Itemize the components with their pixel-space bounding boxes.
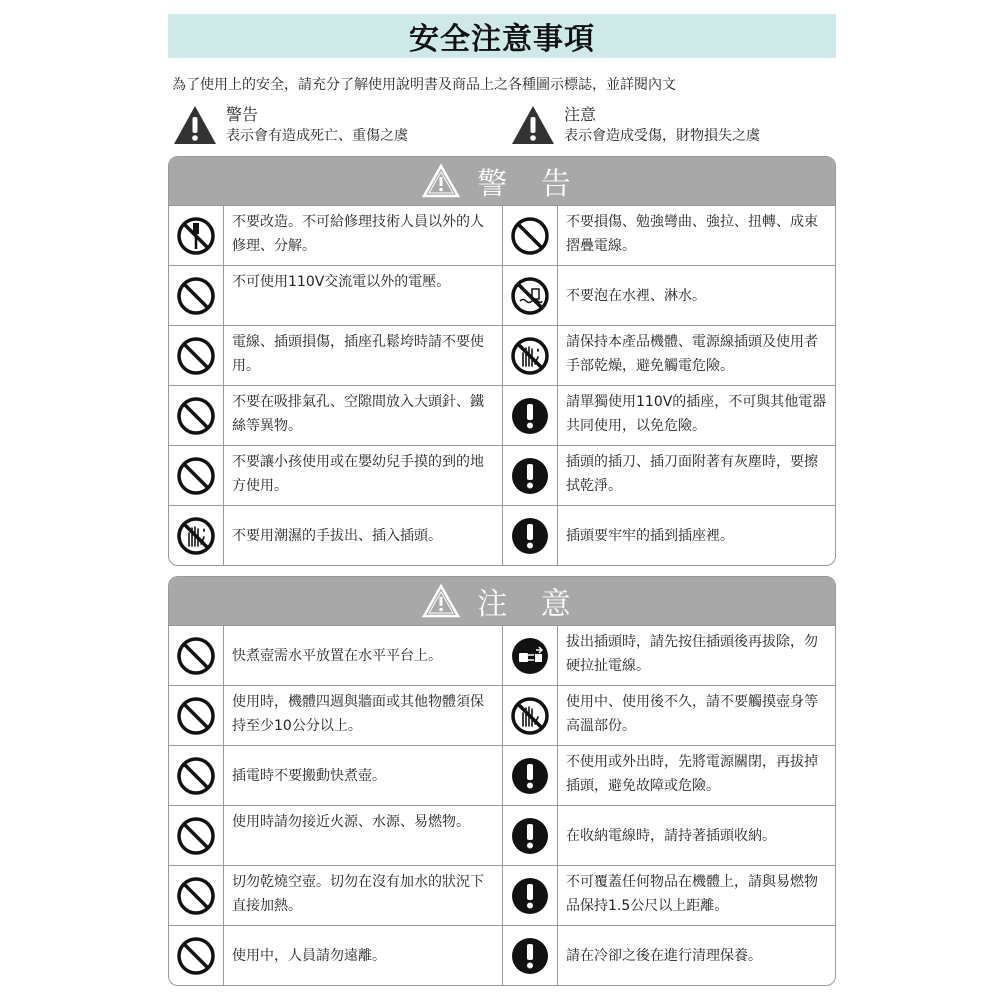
item-text-cell [224,926,392,985]
icon-cell [503,326,558,385]
caution-section-title: 注 意 [477,587,583,622]
item-text-cell [558,806,782,865]
icon-cell [503,626,558,685]
caution-item-left [169,685,502,745]
item-text: 不要改造。不可給修理技術人員以外的人修理、分解。 [232,214,484,254]
item-text: 使用中、使用後不久，請不要觸摸壺身等高溫部份。 [566,694,818,734]
caution-item-left [169,745,502,805]
item-text-cell [224,746,392,805]
caution-item-left [169,925,502,985]
item-text: 使用時請勿接近火源、水源、易燃物。 [232,814,470,830]
prohibited-icon [176,396,216,436]
item-text-cell [558,626,835,685]
warning-item-right [502,205,835,265]
prohibited-icon [176,816,216,856]
prohibited-icon [176,876,216,916]
icon-cell [503,686,558,745]
item-text: 請保持本產品機體、電源線插頭及使用者手部乾燥，避免觸電危險。 [566,334,818,374]
item-text-cell [558,686,835,745]
item-text-cell [224,206,502,265]
item-text: 不要泡在水裡、淋水。 [566,287,706,304]
legend-warning [172,104,408,150]
icon-cell [503,866,558,925]
no-wet-hands-icon [176,516,216,556]
item-text-cell [224,386,502,445]
warning-item-right [502,445,835,505]
warning-item-left [169,385,502,445]
no-disassembly-icon [176,216,216,256]
item-text-cell [558,446,835,505]
prohibited-icon [510,216,550,256]
mandatory-icon [510,816,550,856]
icon-cell [169,686,224,745]
caution-item-left [169,625,502,685]
prohibited-icon [176,936,216,976]
warning-triangle-icon [421,163,461,199]
item-text: 插電時不要搬動快煮壺。 [232,767,386,784]
caution-item-left [169,805,502,865]
icon-cell [503,206,558,265]
caution-grid [169,625,835,985]
prohibited-icon [176,756,216,796]
item-text: 電線、插頭損傷，插座孔鬆垮時請不要使用。 [232,334,484,374]
legend-warning-title: 警告 [226,105,259,124]
warning-item-right [502,325,835,385]
item-text: 不要損傷、勉強彎曲、強拉、扭轉、成束摺疊電線。 [566,214,818,254]
item-text: 快煮壺需水平放置在水平平台上。 [232,647,442,664]
legend-caution-desc: 表示會造成受傷，財物損失之虞 [564,128,760,144]
prohibited-icon [176,276,216,316]
item-text-cell [558,266,712,325]
item-text-cell [224,506,448,565]
icon-cell [503,806,558,865]
caution-item-right [502,685,835,745]
no-touch-icon [510,696,550,736]
item-text: 插頭的插刀、插刀面附著有灰塵時，要擦拭乾淨。 [566,454,818,494]
mandatory-icon [510,936,550,976]
item-text: 插頭要牢牢的插到插座裡。 [566,527,734,544]
warning-section-header [169,157,835,205]
warning-grid [169,205,835,565]
item-text: 不要用潮濕的手拔出、插入插頭。 [232,527,442,544]
item-text-cell [558,326,835,385]
item-text-cell [224,326,502,385]
icon-cell [169,746,224,805]
mandatory-icon [510,396,550,436]
warning-item-left [169,265,502,325]
legend-caution-title: 注意 [564,105,597,124]
icon-cell [169,866,224,925]
caution-item-right [502,805,835,865]
icon-cell [503,266,558,325]
item-text-cell [224,806,476,865]
page-title: 安全注意事項 [409,22,595,57]
mandatory-icon [510,456,550,496]
icon-cell [169,386,224,445]
legend-warning-desc: 表示會有造成死亡、重傷之虞 [226,128,408,144]
item-text: 使用中，人員請勿遠離。 [232,947,386,964]
unplug-icon [510,636,550,676]
caution-item-right [502,925,835,985]
warning-item-right [502,505,835,565]
item-text: 不要讓小孩使用或在嬰幼兒手摸的到的地方使用。 [232,454,484,494]
caution-item-right [502,865,835,925]
warning-section [168,156,836,566]
mandatory-icon [510,516,550,556]
caution-section [168,576,836,986]
icon-cell [503,446,558,505]
icon-cell [169,266,224,325]
item-text-cell [224,686,502,745]
warning-triangle-icon [510,104,556,146]
icon-cell [169,506,224,565]
item-text: 使用時，機體四週與牆面或其他物體須保持至少10公分以上。 [232,694,484,734]
item-text: 拔出插頭時，請先按住插頭後再拔除，勿硬拉扯電線。 [566,634,818,674]
icon-cell [169,206,224,265]
warning-item-right [502,385,835,445]
no-wet-hands-icon [510,336,550,376]
warning-triangle-icon [172,104,218,146]
item-text-cell [558,926,768,985]
caution-item-right [502,625,835,685]
item-text: 不要在吸排氣孔、空隙間放入大頭針、鐵絲等異物。 [232,394,484,434]
item-text-cell [224,266,456,325]
item-text-cell [558,746,835,805]
warning-item-left [169,445,502,505]
prohibited-icon [176,456,216,496]
icon-cell [169,326,224,385]
caution-item-right [502,745,835,805]
item-text: 切勿乾燒空壺。切勿在沒有加水的狀況下直接加熱。 [232,874,484,914]
caution-item-left [169,865,502,925]
item-text: 請在冷卻之後在進行清理保養。 [566,947,762,964]
item-text: 在收納電線時，請持著插頭收納。 [566,827,776,844]
icon-cell [169,806,224,865]
no-water-icon [510,276,550,316]
warning-item-left [169,205,502,265]
item-text-cell [558,386,835,445]
icon-cell [169,626,224,685]
legend-caution [510,104,760,150]
item-text-cell [224,866,502,925]
warning-item-left [169,325,502,385]
item-text-cell [558,866,835,925]
prohibited-icon [176,336,216,376]
item-text-cell [224,626,448,685]
item-text: 不使用或外出時，先將電源關閉，再拔掉插頭，避免故障或危險。 [566,754,818,794]
warning-item-left [169,505,502,565]
warning-triangle-icon [421,583,461,619]
item-text-cell [558,506,740,565]
warning-item-right [502,265,835,325]
item-text: 不可覆蓋任何物品在機體上，請與易燃物品保持1.5公尺以上距離。 [566,874,818,914]
icon-cell [503,926,558,985]
prohibited-icon [176,696,216,736]
icon-cell [503,746,558,805]
warning-section-title: 警 告 [477,167,583,202]
item-text: 不可使用110V交流電以外的電壓。 [232,274,451,290]
caution-section-header [169,577,835,625]
icon-cell [169,446,224,505]
item-text: 請單獨使用110V的插座，不可與其他電器共同使用，以免危險。 [566,394,827,434]
mandatory-icon [510,756,550,796]
icon-cell [503,506,558,565]
intro-text: 為了使用上的安全，請充分了解使用說明書及商品上之各種圖示標誌，並詳閱內文 [172,77,676,93]
icon-cell [169,926,224,985]
mandatory-icon [510,876,550,916]
prohibited-icon [176,636,216,676]
icon-cell [503,386,558,445]
item-text-cell [224,446,502,505]
title-bar [168,14,836,58]
item-text-cell [558,206,835,265]
